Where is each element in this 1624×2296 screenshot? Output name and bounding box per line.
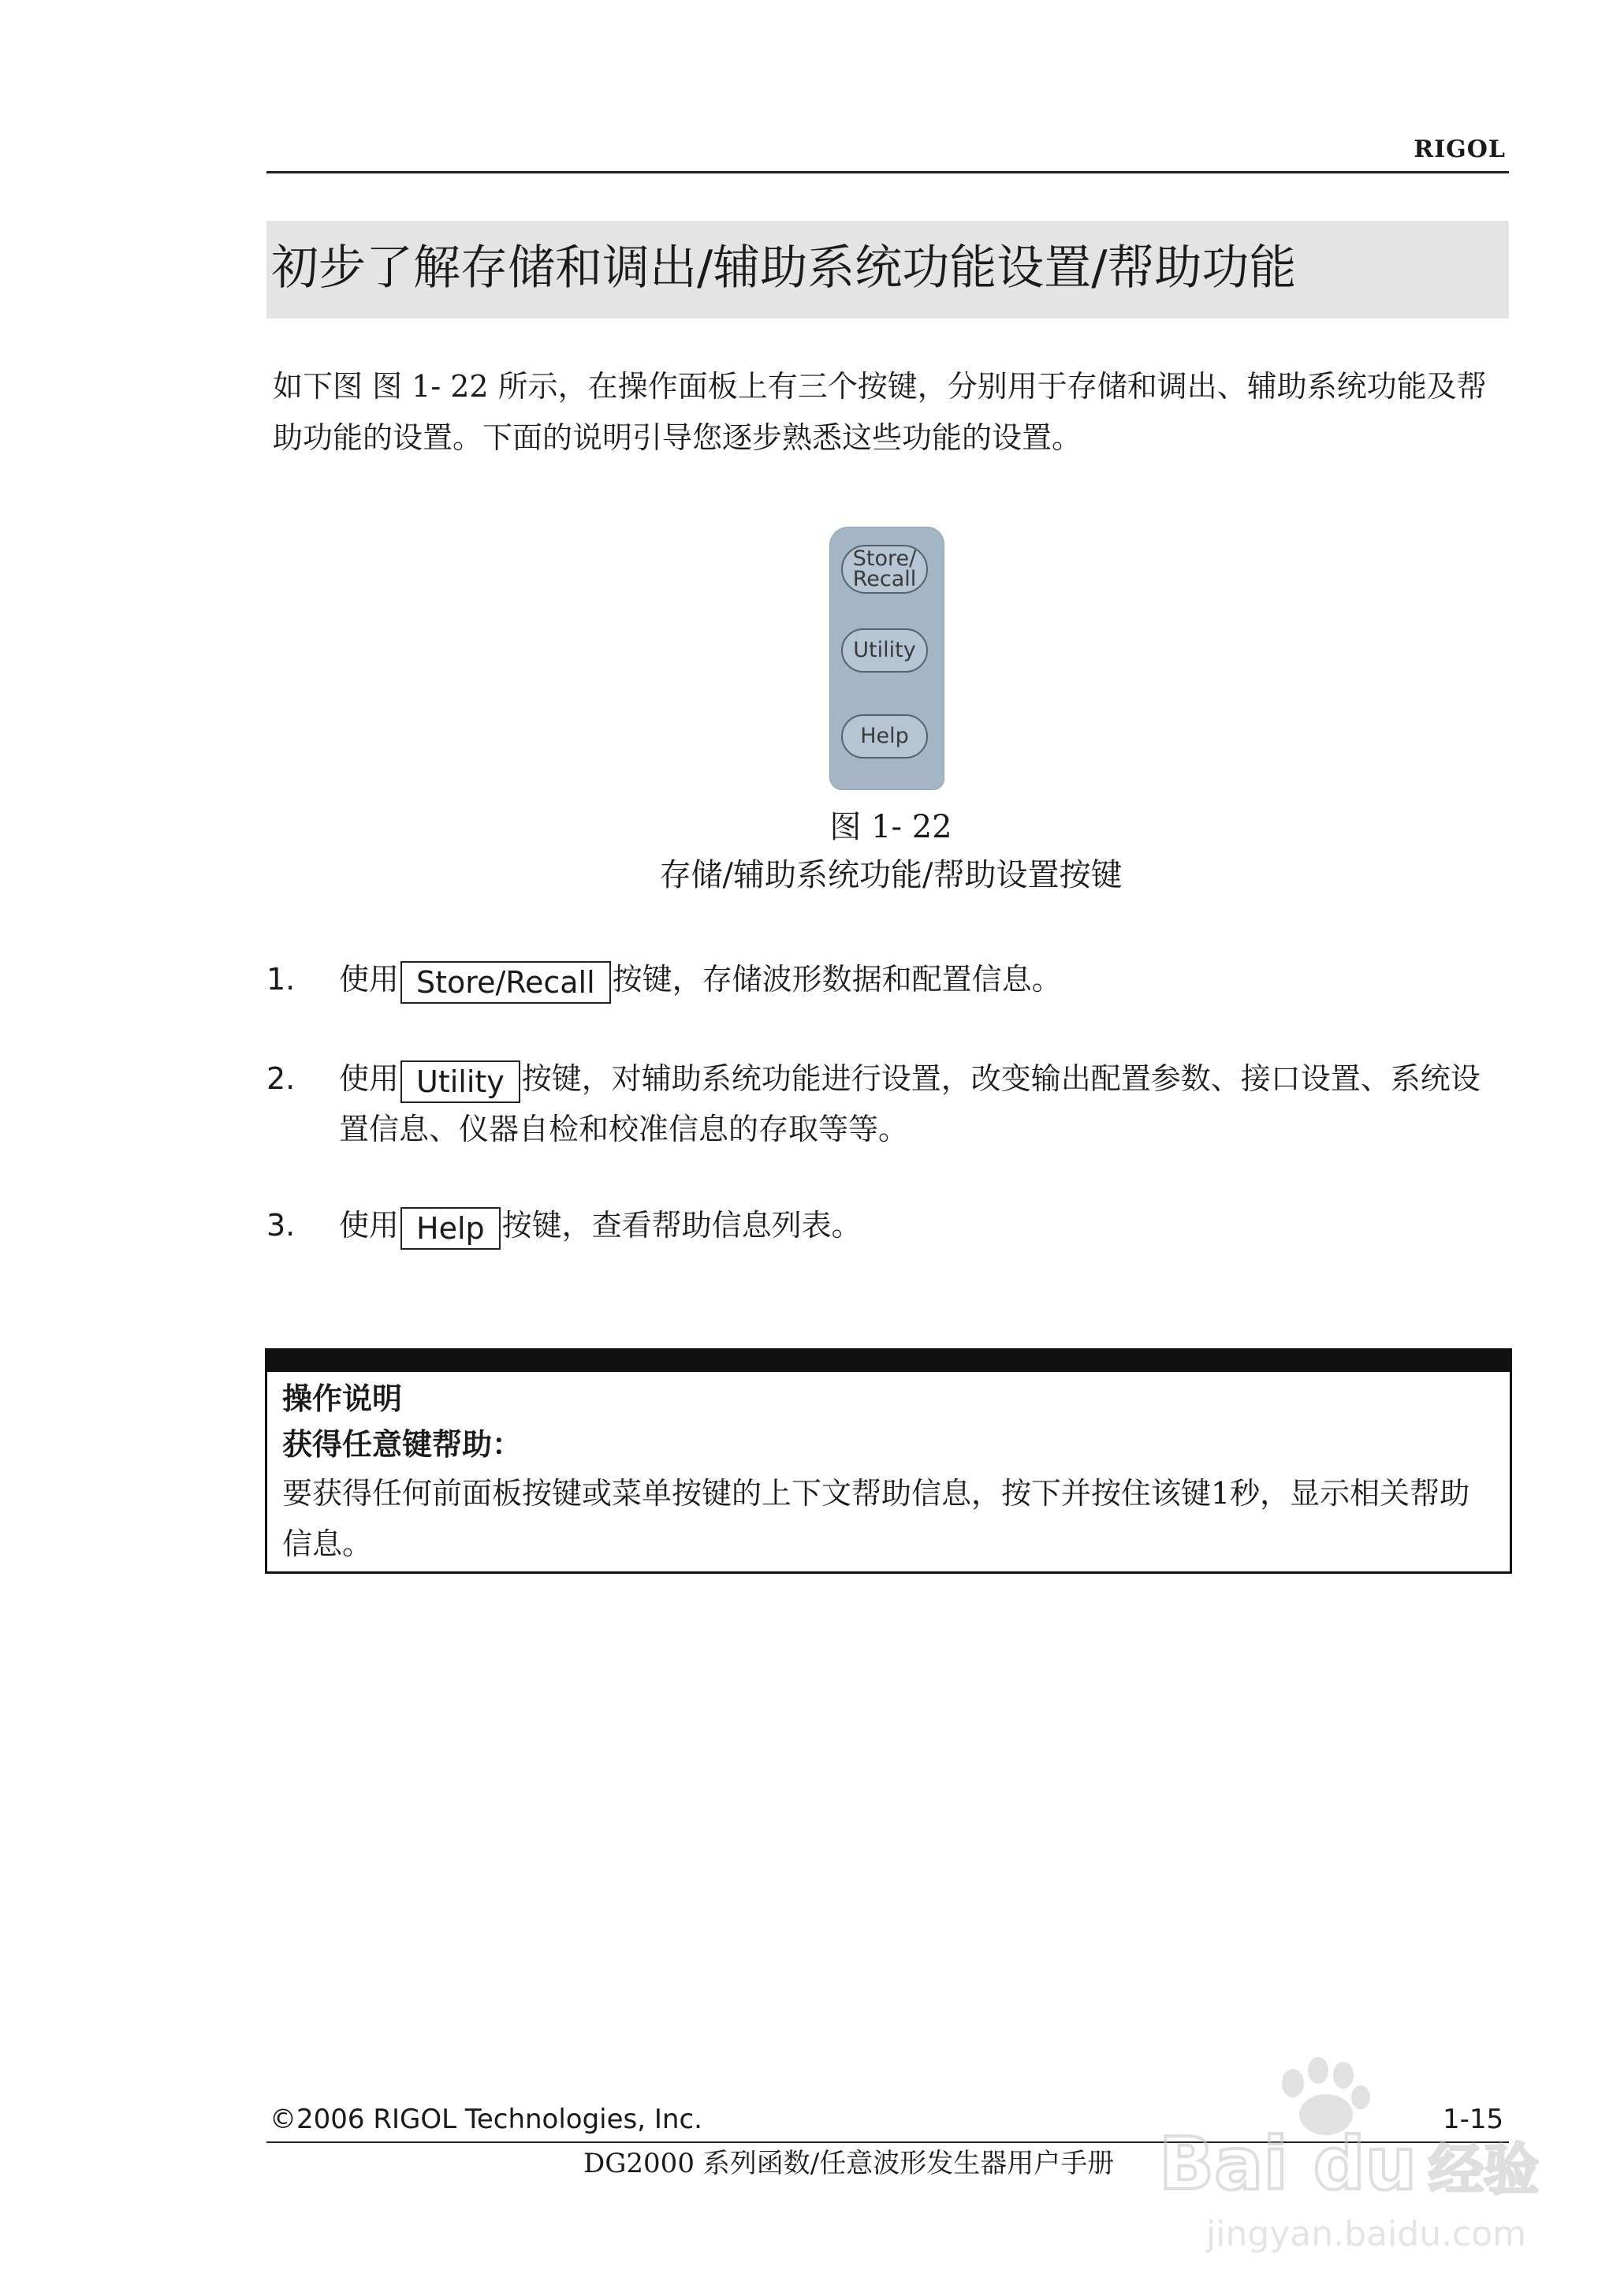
step-text: 按键，查看帮助信息列表。 xyxy=(501,1208,862,1243)
baidu-watermark xyxy=(1151,2034,1545,2271)
step-1 xyxy=(266,954,1512,1009)
section-title: 初步了解存储和调出/辅助系统功能设置/帮助功能 xyxy=(271,240,1297,296)
store-recall-key-label: Store/Recall xyxy=(400,961,611,1004)
svg-text:经验: 经验 xyxy=(1428,2138,1539,2202)
utility-label: Utility xyxy=(853,638,916,662)
note-top-bar xyxy=(265,1348,1512,1372)
step-text: 按键，存储波形数据和配置信息。 xyxy=(612,962,1062,997)
note-subheading: 获得任意键帮助： xyxy=(282,1426,523,1462)
utility-button-image xyxy=(841,628,928,673)
step-2 xyxy=(266,1053,1512,1156)
step-number: 3. xyxy=(266,1208,296,1243)
store-recall-line1: Store/ xyxy=(852,546,917,571)
footer-copyright: ©2006 RIGOL Technologies, Inc. xyxy=(270,2104,702,2135)
header-rule xyxy=(266,171,1509,173)
help-label: Help xyxy=(860,724,909,748)
step-prefix: 使用 xyxy=(339,1061,400,1096)
help-key-label: Help xyxy=(400,1207,501,1250)
intro-paragraph: 如下图 图 1- 22 所示，在操作面板上有三个按键，分别用于存储和调出、辅助系统功能及帮助功能的设置。下面的说明引导您逐步熟悉这些功能的设置。 xyxy=(273,369,1487,455)
svg-text:jingyan.baidu.com: jingyan.baidu.com xyxy=(1206,2214,1527,2254)
utility-key-label: Utility xyxy=(400,1060,520,1103)
note-body: 要获得任何前面板按键或菜单按键的上下文帮助信息，按下并按住该键1秒，显示相关帮助信息。 xyxy=(282,1476,1470,1561)
store-recall-button-image xyxy=(841,545,928,594)
step-number: 2. xyxy=(266,1061,296,1096)
figure-caption: 存储/辅助系统功能/帮助设置按键 xyxy=(659,857,1123,893)
step-3 xyxy=(266,1200,1512,1255)
footer-page-number: 1-15 xyxy=(1443,2104,1504,2135)
svg-text:Bai du: Bai du xyxy=(1159,2122,1417,2206)
step-number: 1. xyxy=(266,962,296,997)
footer-manual-title: DG2000 系列函数/任意波形发生器用户手册 xyxy=(583,2148,1115,2179)
store-recall-line2: Recall xyxy=(852,567,917,591)
step-prefix: 使用 xyxy=(339,962,400,997)
step-prefix: 使用 xyxy=(339,1208,400,1243)
help-button-image xyxy=(841,714,928,758)
step-text: 按键，对辅助系统功能进行设置，改变输出配置参数、接口设置、系统设置信息、仪器自检和校准信息的存取等等。 xyxy=(339,1061,1481,1146)
figure-number: 图 1- 22 xyxy=(829,809,952,845)
brand-logo-text: RIGOL xyxy=(1414,136,1506,163)
front-panel-figure xyxy=(829,527,944,790)
note-heading: 操作说明 xyxy=(282,1381,403,1416)
